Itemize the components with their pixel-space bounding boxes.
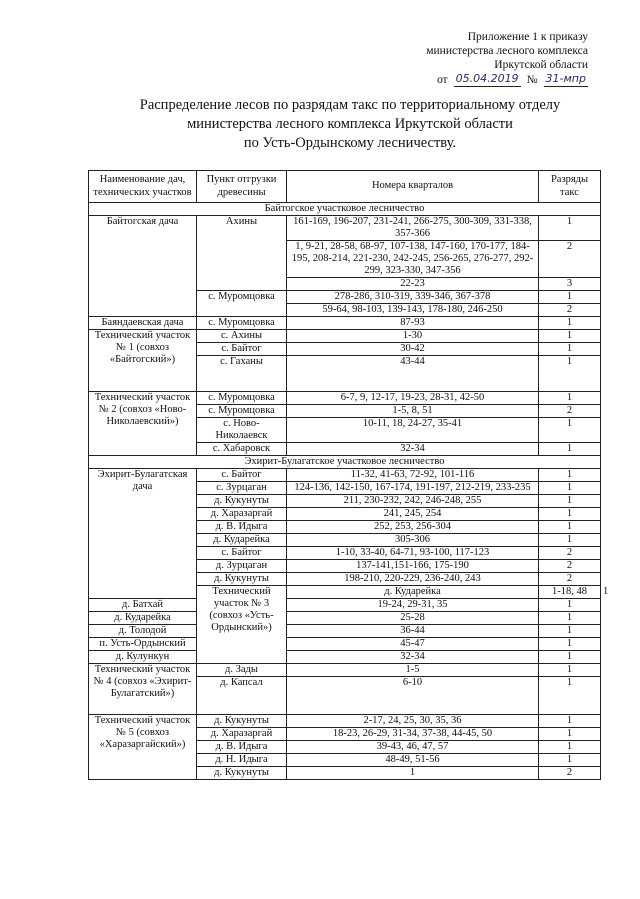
forest-distribution-table [88,170,609,780]
cell-punkt: с. Байтог [197,469,287,482]
table-row [89,469,601,482]
cell-punkt: д. Кукунуты [197,495,287,508]
cell-kvartaly: 1-5, 8, 51 [287,405,539,418]
table-row [89,392,601,405]
table-row [89,664,601,677]
cell-razryad: 2 [539,547,601,560]
cell-punkt: д. Кукунуты [197,767,287,780]
table-header-row [89,171,601,203]
cell-razryad: 1 [539,715,601,728]
cell-punkt: с. Зурцаган [197,482,287,495]
cell-punkt: д. Зады [197,664,287,677]
cell-kvartaly: 59-64, 98-103, 139-143, 178-180, 246-250 [287,304,539,317]
cell-kvartaly: 25-28 [287,612,539,625]
document-title [110,96,590,153]
cell-dacha: Технический участок № 3 (совхоз «Усть-Ордынский») [197,586,287,664]
cell-punkt: с. Байтог [197,343,287,356]
header-kvartaly: Номера кварталов [287,171,539,203]
cell-kvartaly: 6-7, 9, 12-17, 19-23, 28-31, 42-50 [287,392,539,405]
cell-kvartaly: 137-141,151-166, 175-190 [287,560,539,573]
cell-kvartaly: 30-42 [287,343,539,356]
cell-kvartaly: 252, 253, 256-304 [287,521,539,534]
cell-kvartaly: 2-17, 24, 25, 30, 35, 36 [287,715,539,728]
cell-punkt: д. Кулункун [89,651,197,664]
cell-dacha: Технический участок № 2 (совхоз «Ново-Николаевский») [89,392,197,456]
cell-razryad: 2 [539,560,601,573]
cell-razryad: 1 [539,599,601,612]
cell-razryad: 1 [539,612,601,625]
cell-razryad: 2 [539,767,601,780]
cell-dacha: Баяндаевская дача [89,317,197,330]
order-line [426,72,588,87]
cell-razryad: 1 [539,482,601,495]
cell-kvartaly: 1 [287,767,539,780]
cell-dacha: Технический участок № 5 (совхоз «Харазаргайский») [89,715,197,780]
cell-kvartaly: 1-30 [287,330,539,343]
cell-razryad: 2 [539,405,601,418]
cell-punkt: д. Н. Идыга [197,754,287,767]
title-line: по Усть-Ордынскому лесничеству. [243,135,457,151]
cell-kvartaly: 198-210, 220-229, 236-240, 243 [287,573,539,586]
cell-punkt: д. В. Идыга [197,741,287,754]
cell-razryad: 1 [539,291,601,304]
table-row [89,330,601,343]
cell-punkt: д. Харазаргай [197,508,287,521]
cell-razryad: 1 [539,521,601,534]
cell-razryad: 1 [539,469,601,482]
cell-punkt: д. Кударейка [287,586,539,599]
cell-punkt: д. Кударейка [197,534,287,547]
cell-razryad: 1 [539,625,601,638]
cell-kvartaly: 32-34 [287,651,539,664]
cell-punkt: с. Ново-Николаевск [197,418,287,443]
cell-razryad: 1 [539,534,601,547]
cell-kvartaly: 19-24, 29-31, 35 [287,599,539,612]
cell-punkt: д. Кукунуты [197,573,287,586]
cell-punkt: с. Муромцовка [197,405,287,418]
cell-razryad: 1 [539,508,601,521]
cell-kvartaly: 1-5 [287,664,539,677]
cell-kvartaly: 1-10, 33-40, 64-71, 93-100, 117-123 [287,547,539,560]
cell-razryad: 1 [539,418,601,443]
cell-kvartaly: 278-286, 310-319, 339-346, 367-378 [287,291,539,304]
cell-razryad: 2 [539,241,601,278]
table-row [89,612,601,625]
cell-razryad: 1 [539,741,601,754]
cell-kvartaly: 241, 245, 254 [287,508,539,521]
table-row [89,317,601,330]
table-row [89,638,601,651]
cell-razryad: 1 [539,664,601,677]
table-row [89,651,601,664]
table-row [89,599,601,612]
cell-razryad: 1 [539,728,601,741]
cell-punkt: д. В. Идыга [197,521,287,534]
cell-kvartaly: 45-47 [287,638,539,651]
cell-punkt: д. Кударейка [89,612,197,625]
cell-punkt: п. Усть-Ордынский [89,638,197,651]
cell-kvartaly: 1-18, 48 [539,586,601,599]
cell-razryad: 1 [539,638,601,651]
appendix-line: министерства лесного комплекса [426,45,588,57]
cell-punkt: д. Харазаргай [197,728,287,741]
cell-razryad: 1 [539,392,601,405]
appendix-line: Приложение 1 к приказу [467,31,588,43]
section-title: Эхирит-Булагатское участковое лесничество [89,456,601,469]
cell-kvartaly: 161-169, 196-207, 231-241, 266-275, 300-309, 331-338, 357-366 [287,216,539,241]
cell-razryad: 3 [539,278,601,291]
cell-punkt: с. Муромцовка [197,317,287,330]
cell-dacha: Технический участок № 1 (совхоз «Байтогский») [89,330,197,392]
header-dacha: Наименование дач, технических участков [89,171,197,203]
cell-dacha: Эхирит-Булагатская дача [89,469,197,599]
cell-punkt: с. Гаханы [197,356,287,392]
cell-punkt: с. Байтог [197,547,287,560]
cell-dacha: Технический участок № 4 (совхоз «Эхирит-Булагатский») [89,664,197,715]
section-title: Байтогское участковое лесничество [89,203,601,216]
cell-razryad: 1 [539,317,601,330]
cell-razryad: 1 [539,443,601,456]
cell-kvartaly: 36-44 [287,625,539,638]
cell-kvartaly: 10-11, 18, 24-27, 35-41 [287,418,539,443]
appendix-block [426,30,588,87]
order-number: 31-мпр [545,72,586,85]
header-razryady: Разряды такс [539,171,601,203]
cell-punkt: Ахины [197,216,287,291]
table-row [89,715,601,728]
cell-kvartaly: 48-49, 51-56 [287,754,539,767]
cell-punkt: с. Муромцовка [197,291,287,317]
appendix-line: Иркутской области [494,59,588,71]
cell-kvartaly: 211, 230-232, 242, 246-248, 255 [287,495,539,508]
table-row [89,216,601,241]
cell-kvartaly: 11-32, 41-63, 72-92, 101-116 [287,469,539,482]
cell-kvartaly: 39-43, 46, 47, 57 [287,741,539,754]
cell-kvartaly: 87-93 [287,317,539,330]
cell-kvartaly: 6-10 [287,677,539,715]
cell-punkt: д. Капсал [197,677,287,715]
cell-punkt: с. Муромцовка [197,392,287,405]
cell-dacha: Байтогская дача [89,216,197,317]
section-row [89,456,601,469]
cell-kvartaly: 22-23 [287,278,539,291]
cell-razryad: 1 [539,330,601,343]
cell-kvartaly: 124-136, 142-150, 167-174, 191-197, 212-219, 233-235 [287,482,539,495]
title-line: Распределение лесов по разрядам такс по территориальному отделу [139,97,561,113]
section-row [89,203,601,216]
cell-punkt: с. Хабаровск [197,443,287,456]
cell-kvartaly: 32-34 [287,443,539,456]
cell-punkt: с. Ахины [197,330,287,343]
cell-kvartaly: 305-306 [287,534,539,547]
cell-razryad: 1 [539,495,601,508]
cell-razryad: 1 [539,216,601,241]
order-date: 05.04.2019 [455,72,519,85]
cell-kvartaly: 1, 9-21, 28-58, 68-97, 107-138, 147-160, 170-177, 184-195, 208-214, 221-230, 242-245, 256-265, 276-277, 292-299, 323-330, 347-356 [287,241,539,278]
header-punkt: Пункт отгрузки древесины [197,171,287,203]
cell-punkt: д. Кукунуты [197,715,287,728]
cell-razryad: 1 [539,356,601,392]
cell-razryad: 2 [539,304,601,317]
table-row: Технический участок № 3 (совхоз «Усть-Ордынский») д. Кударейка 1-18, 48 1 [89,586,601,599]
cell-razryad: 2 [539,573,601,586]
order-from-label: от [436,74,448,86]
cell-razryad: 1 [539,754,601,767]
order-number-label: № [526,74,538,86]
cell-punkt: д. Толодой [89,625,197,638]
cell-kvartaly: 18-23, 26-29, 31-34, 37-38, 44-45, 50 [287,728,539,741]
cell-razryad: 1 [539,651,601,664]
cell-punkt: д. Батхай [89,599,197,612]
cell-razryad: 1 [539,343,601,356]
cell-kvartaly: 43-44 [287,356,539,392]
table-row [89,625,601,638]
cell-punkt: д. Зурцаган [197,560,287,573]
cell-razryad: 1 [539,677,601,715]
title-line: министерства лесного комплекса Иркутской области [187,116,513,132]
